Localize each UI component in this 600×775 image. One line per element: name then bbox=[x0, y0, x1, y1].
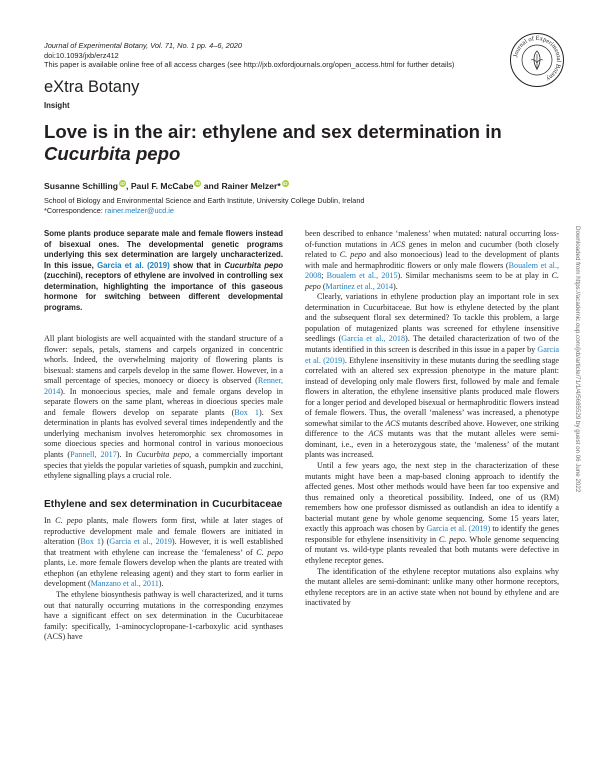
orcid-icon[interactable]: iD bbox=[120, 181, 125, 186]
orcid-icon[interactable]: iD bbox=[282, 181, 288, 186]
section-heading: Ethylene and sex determination in Cucurbitaceae bbox=[44, 498, 283, 510]
affiliation-block bbox=[44, 196, 364, 215]
author-schilling[interactable]: Susanne Schilling bbox=[44, 181, 119, 191]
citation-link[interactable]: Garcia et al., 2019 bbox=[109, 537, 172, 547]
citation-link[interactable]: Pannell, 2017 bbox=[70, 450, 117, 460]
affiliation: School of Biology and Environmental Science and Earth Institute, University College Dublin, Ireland bbox=[44, 196, 365, 205]
citation-link[interactable]: Boualem et al., 2008 bbox=[305, 260, 560, 281]
author-conjunction: and bbox=[203, 181, 220, 191]
doi[interactable]: doi:10.1093/jxb/erz412 bbox=[44, 50, 119, 60]
author-separator: , bbox=[126, 181, 129, 191]
email-link[interactable]: rainer.melzer@ucd.ie bbox=[104, 205, 174, 215]
access-note: This paper is available online free of all access charges (see http://jxb.oxfordjournals.org/open_access.html for further details) bbox=[44, 60, 455, 70]
article-title bbox=[44, 121, 514, 165]
journal-seal-logo bbox=[509, 32, 565, 88]
orcid-icon[interactable]: iD bbox=[195, 181, 201, 186]
abstract: Some plants produce separate male and female flowers instead of bisexual ones. The developmental genetic programs underlying this sex determination are largely uncharacterized. In this issue, Garcia et al. (2019) show that in Cucurbita pepo (zucchini), receptors of ethylene are involved in controlling sex determination, highlighting the importance of this gaseous hormone for switching between different developmental programs. bbox=[44, 229, 283, 312]
right-column bbox=[305, 229, 559, 609]
author-melzer[interactable]: Rainer Melzer bbox=[221, 181, 278, 191]
author-mccabe[interactable]: Paul F. McCabe bbox=[130, 181, 194, 191]
citation-link[interactable]: Garcia et al. (2019) bbox=[426, 524, 491, 534]
body-paragraph: Clearly, variations in ethylene production play an important role in sex determination in Cucurbitaceae. But how is ethylene detected by the plant and the subsequent floral sex determined? To tackle this problem, a large population of mutagenized plants was screened for ethylene insensitive seedlings (García et al., 2018). The detailed characterization of two of the mutants identified in this screen is described in this issue in a paper by Garcia et al. (2019). Ethylene insensitivity in these mutants during the seedling stage correlated with an altered sex expression phenotype in the mature plant: instead of developing only male flowers first, followed by male and female flowers in alteration, the ethylene insensitive plants produced male flowers for a longer period and developed bisexual or hermaphroditic flowers instead of female flowers. Thus, the overall ‘maleness’ was increased, a phenotype somewhat similar to the ACS mutants described above. However, one striking difference to the ACS mutants was that the mutant alleles were semi-dominant, i.e., even in a heterozygous state, the ‘maleness’ of the mutant plants was increased. bbox=[305, 292, 559, 460]
body-paragraph: been described to enhance ‘maleness’ when mutated: natural occurring loss-of-function mutations in ACS genes in melon and cucumber (both closely related to C. pepo and also monoecious) lead to the development of plants with male and hermaphroditic flowers or only male flowers (Boualem et al., 2008; Boualem et al., 2015). Similar mechanisms seem to be at play in C. pepo (Martínez et al., 2014). bbox=[305, 229, 560, 291]
citation-link[interactable]: Manzano et al., 2011 bbox=[90, 579, 159, 589]
body-paragraph: In C. pepo plants, male flowers form first, while at later stages of reproductive development male and female flowers are initiated in alteration (Box 1) (Garcia et al., 2019). However, it is well established that treatment with ethylene can increase the ‘femaleness’ of C. pepo plants, i.e. more female flowers develop when the plants are treated with ethephon (an ethylene releasing agent) and they start to form earlier in development (Manzano et al., 2011). bbox=[44, 516, 284, 589]
citation-link[interactable]: García et al., 2018 bbox=[341, 334, 406, 344]
citation-link[interactable]: Garcia et al. (2019) bbox=[305, 345, 559, 365]
body-paragraph: Until a few years ago, the next step in the characterization of these mutants might have been a map-based cloning approach to identify the affected genes. Most other methods would have been far too expensive and thus remained only a theoretical possibility. Indeed, one of us (RM) remembers how one professor dismissed as outlandish an idea to identify a bacterial mutant gene by whole genome sequencing. Some 15 years later, exactly this approach was chosen by Garcia et al. (2019) to identify the genes responsible for ethylene insensitivity in C. pepo. Whole genome sequencing of mutant vs. wild-type plants revealed that both mutants were defective in ethylene receptor genes. bbox=[305, 461, 559, 565]
correspondence-mark: * bbox=[277, 181, 281, 191]
journal-citation: Journal of Experimental Botany, Vol. 71, No. 1 pp. 4–6, 2020 bbox=[44, 41, 243, 50]
title-line-2: Cucurbita pepo bbox=[44, 143, 181, 164]
body-paragraph: The ethylene biosynthesis pathway is well characterized, and it turns out that naturally occurring mutations in the corresponding enzymes have a significant effect on sex determination in the Cucurbitaceae family: specifically, 1-aminocyclopropane-1-carboxylic acid synthases (ACS) have bbox=[44, 589, 283, 642]
box-link[interactable]: Box 1 bbox=[80, 537, 101, 547]
body-paragraph: The identification of the ethylene receptor mutations also explains why the mutant alleles are semi-dominant: unlike many other hormone receptors, ethylene receptors are in an active state when not bound by ethylene and are inactivated by bbox=[305, 566, 559, 608]
left-column bbox=[44, 229, 283, 643]
correspondence-label: *Correspondence: bbox=[44, 205, 103, 215]
svg-text:Journal of Experimental Botany: Journal of Experimental Botany bbox=[512, 34, 563, 83]
correspondence bbox=[44, 206, 364, 216]
citation-link[interactable]: Garcia et al. (2019) bbox=[97, 260, 170, 270]
body-paragraph: All plant biologists are well acquainted with the standard structure of a flower: sepals, petals, stamens and carpels organized in concentric whorls. Indeed, the overwhelming majority of flowering plants is bisexual: stamens and carpels develop in the same flower. However, in a small percentage of species, monoecy or dioecy is observed (Renner, 2014). In monoecious species, male and female organs develop in separate flowers on the same plant, whereas in dioecious species male and female flowers develop on separate plants (Box 1). Sex determination in plants has evolved several times independently and the underlying mechanism involves heteromorphic sex chromosomes in some dioecious species and hormonal control in various monoecious plants (Pannell, 2017). In Cucurbita pepo, a commercially important species that yields the popular varieties of squash, pumpkin and zucchini, ethylene signalling plays a crucial role. bbox=[44, 334, 284, 481]
box-link[interactable]: Box 1 bbox=[234, 407, 259, 417]
author-list bbox=[44, 180, 289, 191]
citation-link[interactable]: Renner, 2014 bbox=[44, 376, 283, 396]
download-watermark: Downloaded from https://academic.oup.com/jxb/article/71/1/4/5685529 by guest on 06 June 2022 bbox=[574, 226, 581, 493]
section-name: eXtra Botany bbox=[44, 78, 140, 96]
journal-header bbox=[44, 41, 524, 70]
citation-link[interactable]: Boualem et al., 2015 bbox=[326, 271, 398, 281]
article-type: Insight bbox=[44, 101, 70, 110]
citation-link[interactable]: Martínez et al., 2014 bbox=[325, 281, 394, 291]
title-line-1: Love is in the air: ethylene and sex determination in bbox=[44, 121, 502, 142]
